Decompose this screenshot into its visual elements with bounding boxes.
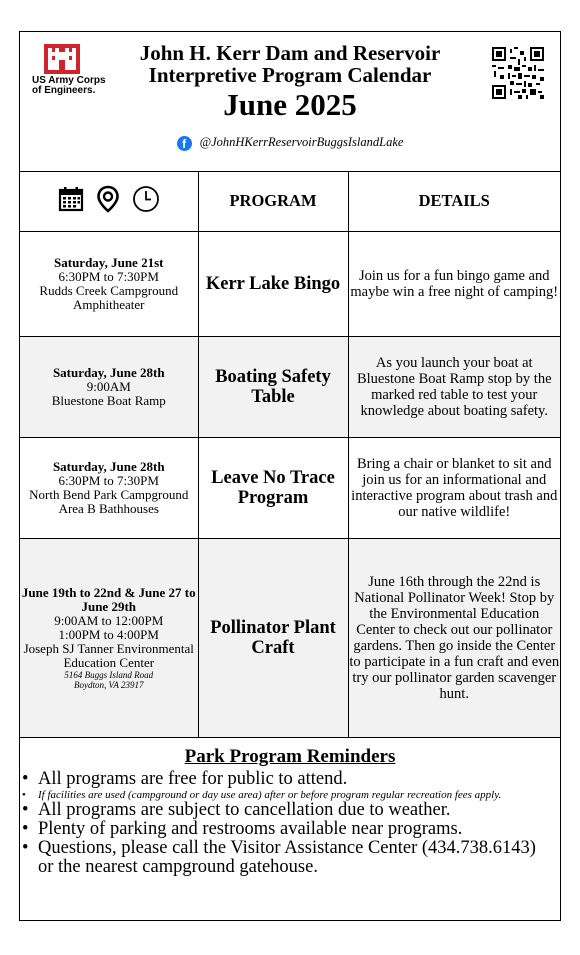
program-column-header: PROGRAM [198,171,348,232]
event-when-where [20,438,198,539]
flyer-header [20,32,560,172]
table-row [20,438,560,539]
event-time: 9:00AM [86,379,131,394]
title-line-2: Interpretive Program Calendar [148,63,432,87]
program-details: June 16th through the 22nd is National Pollinator Week! Stop by the Environmental Education Center to check out our pollinator gardens. Then go inside the Center to participate in a fun craft and even try our pollinator garden scavenger hunt. [348,539,560,738]
title-line-1: John H. Kerr Dam and Reservoir [139,41,441,65]
event-location: Rudds Creek Campground Amphitheater [39,283,179,312]
logo-line-1: US Army Corps [32,75,106,86]
event-location: North Bend Park Campground Area B Bathhouses [29,487,189,516]
when-where-header [20,171,198,232]
program-schedule-table [20,171,560,738]
event-date: Saturday, June 28th [52,459,165,474]
event-time-morning: 9:00AM to 12:00PM [54,613,164,628]
program-name: Leave No Trace Program [198,438,348,539]
event-time-afternoon: 1:00PM to 4:00PM [58,627,159,642]
table-header-row [20,171,560,232]
event-time: 6:30PM to 7:30PM [58,473,159,488]
calendar-flyer [19,31,561,921]
event-time: 6:30PM to 7:30PM [58,269,159,284]
list-item: • Plenty of parking and restrooms available near programs. [22,820,554,839]
list-item: • Questions, please call the Visitor Assistance Center (434.738.6143) or the nearest campground gatehouse. [22,839,554,877]
program-name: Pollinator Plant Craft [198,539,348,738]
program-details: Bring a chair or blanket to sit and join us for an informational and interactive program about trash and our native wildlife! [348,438,560,539]
table-row [20,539,560,738]
qr-code-icon[interactable] [492,47,544,99]
castle-icon [44,44,80,74]
reminders-title: Park Program Reminders [184,746,396,767]
clock-icon [132,185,160,218]
event-date: Saturday, June 28th [52,365,165,380]
program-reminders [20,738,560,877]
reminders-list [20,770,560,877]
page-title: June 2025 [223,87,357,122]
event-when-where [20,539,198,738]
list-item: • All programs are subject to cancellation due to weather. [22,801,554,820]
event-address-line-1: 5164 Buggs Island Road [64,670,154,680]
facebook-handle[interactable] [20,135,560,151]
event-when-where [20,232,198,337]
calendar-icon [58,186,84,217]
event-address-line-2: Boydton, VA 23917 [74,680,144,690]
table-row [20,337,560,438]
program-details: Join us for a fun bingo game and maybe win a free night of camping! [348,232,560,337]
table-row [20,232,560,337]
title-block [120,42,460,122]
program-name: Boating Safety Table [198,337,348,438]
event-location: Joseph SJ Tanner Environmental Education Center [23,641,194,670]
logo-line-2: of Engineers. [32,85,96,96]
list-item: • All programs are free for public to attend. [22,770,554,789]
event-date: June 19th to 22nd & June 27 to June 29th [21,585,196,614]
location-pin-icon [96,185,120,218]
usace-logo [32,44,122,114]
program-details: As you launch your boat at Bluestone Boat Ramp stop by the marked red table to test your knowledge about boating safety. [348,337,560,438]
program-name: Kerr Lake Bingo [198,232,348,337]
facebook-icon: f [177,136,192,151]
social-handle-text: @JohnHKerrReservoirBuggsIslandLake [199,135,404,149]
logo-text [32,76,106,96]
event-date: Saturday, June 21st [54,255,164,270]
list-item: • If facilities are used (campground or day use area) after or before program regular recreation fees apply. [22,789,554,801]
event-when-where [20,337,198,438]
details-column-header: DETAILS [348,171,560,232]
event-location: Bluestone Boat Ramp [51,393,166,408]
